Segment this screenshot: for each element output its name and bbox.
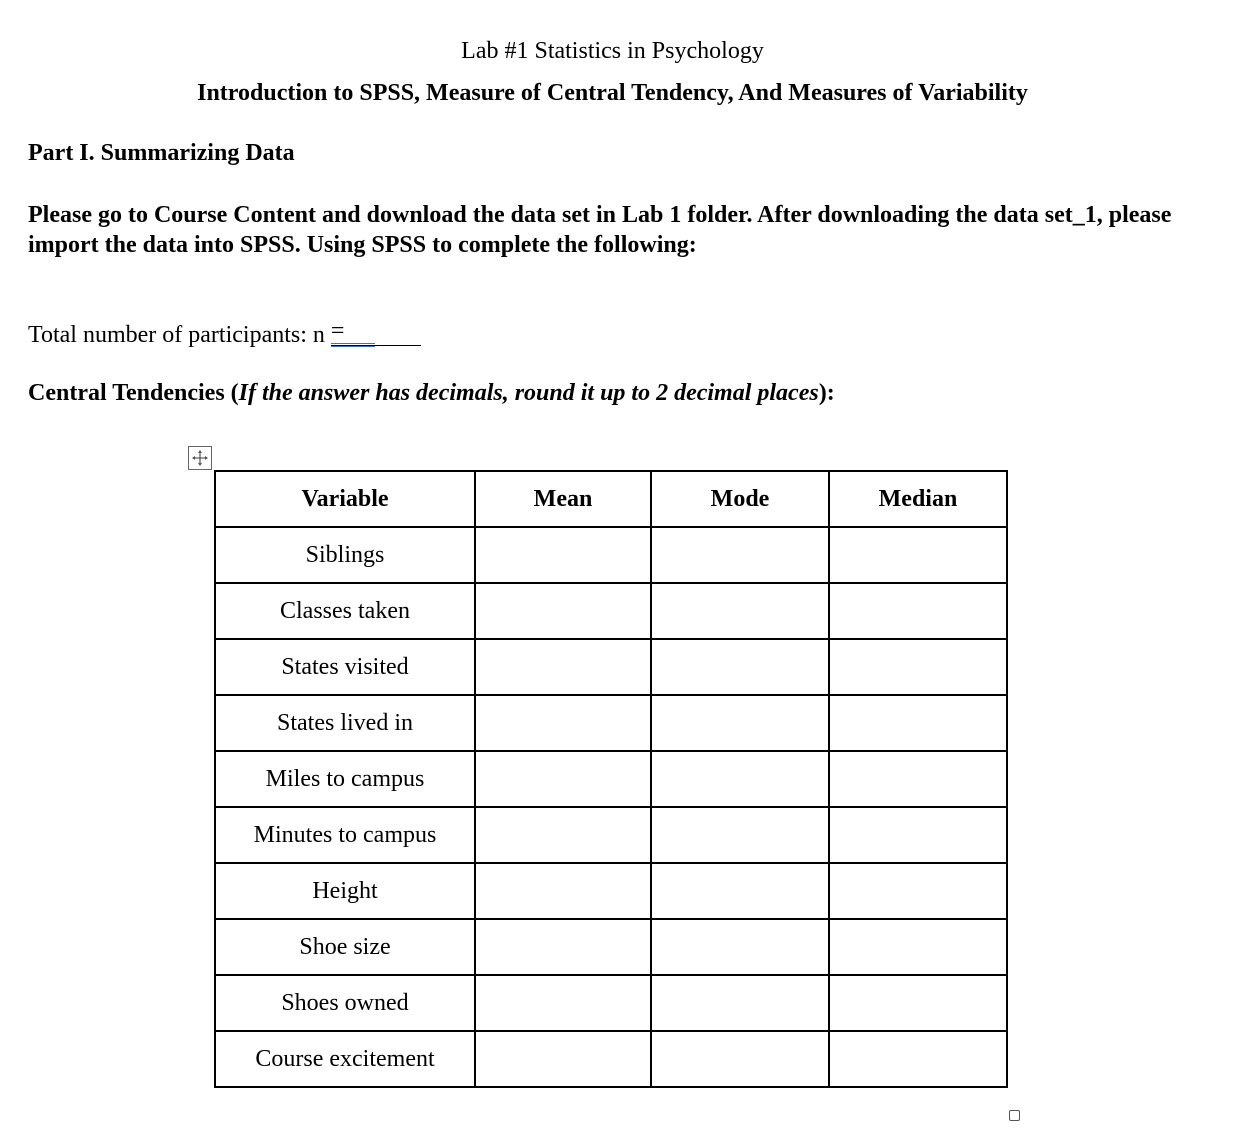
instructions-paragraph: Please go to Course Content and download the data set in Lab 1 folder. After downloading the data set_1, please import the data into SPSS. Using SPSS to complete the following:	[28, 202, 1172, 258]
resize-handle-icon[interactable]	[1009, 1110, 1020, 1121]
median-cell[interactable]	[829, 639, 1007, 695]
table-row	[215, 695, 1007, 751]
mode-cell[interactable]	[651, 919, 829, 975]
document-subtitle: Introduction to SPSS, Measure of Central Tendency, And Measures of Variability	[197, 80, 1028, 106]
participants-count-field[interactable]	[331, 320, 421, 342]
total-participants-label: Total number of participants: n	[28, 322, 325, 348]
lab-title: Lab #1 Statistics in Psychology	[461, 38, 764, 64]
table-row	[215, 639, 1007, 695]
variable-cell: Classes taken	[215, 583, 475, 639]
median-cell[interactable]	[829, 583, 1007, 639]
mode-cell[interactable]	[651, 863, 829, 919]
central-heading-end: ):	[818, 380, 835, 406]
table-header-row	[215, 471, 1007, 527]
median-cell[interactable]	[829, 975, 1007, 1031]
mode-cell[interactable]	[651, 527, 829, 583]
table-row	[215, 583, 1007, 639]
variable-cell: Siblings	[215, 527, 475, 583]
mean-cell[interactable]	[475, 863, 651, 919]
central-heading-start: Central Tendencies (	[28, 380, 239, 406]
mean-cell[interactable]	[475, 807, 651, 863]
field-underline	[331, 345, 421, 346]
mode-cell[interactable]	[651, 639, 829, 695]
table-row	[215, 863, 1007, 919]
mode-cell[interactable]	[651, 695, 829, 751]
mode-cell[interactable]	[651, 751, 829, 807]
table-row	[215, 751, 1007, 807]
mode-cell[interactable]	[651, 583, 829, 639]
move-icon-glyph	[191, 449, 209, 467]
central-tendencies-heading	[28, 380, 835, 407]
table-row	[215, 807, 1007, 863]
header-variable: Variable	[215, 471, 475, 527]
mean-cell[interactable]	[475, 583, 651, 639]
median-cell[interactable]	[829, 751, 1007, 807]
variable-cell: States lived in	[215, 695, 475, 751]
central-heading-note: If the answer has decimals, round it up to 2 decimal places	[238, 380, 819, 406]
variable-cell: Height	[215, 863, 475, 919]
header-mean: Mean	[475, 471, 651, 527]
median-cell[interactable]	[829, 695, 1007, 751]
mean-cell[interactable]	[475, 639, 651, 695]
variable-cell: Course excitement	[215, 1031, 475, 1087]
median-cell[interactable]	[829, 527, 1007, 583]
header-median: Median	[829, 471, 1007, 527]
move-icon[interactable]	[188, 446, 212, 470]
field-underline-blue	[331, 343, 375, 344]
table-row	[215, 975, 1007, 1031]
variable-cell: States visited	[215, 639, 475, 695]
mean-cell[interactable]	[475, 527, 651, 583]
variable-cell: Shoes owned	[215, 975, 475, 1031]
mean-cell[interactable]	[475, 751, 651, 807]
field-underline-blue-2	[331, 346, 375, 347]
table-row	[215, 527, 1007, 583]
total-participants-line	[28, 320, 421, 349]
table-row	[215, 919, 1007, 975]
equals-sign: =	[330, 318, 345, 344]
mean-cell[interactable]	[475, 975, 651, 1031]
variable-cell: Miles to campus	[215, 751, 475, 807]
median-cell[interactable]	[829, 807, 1007, 863]
part-heading: Part I. Summarizing Data	[28, 140, 295, 166]
mode-cell[interactable]	[651, 807, 829, 863]
mode-cell[interactable]	[651, 975, 829, 1031]
variable-cell: Minutes to campus	[215, 807, 475, 863]
median-cell[interactable]	[829, 863, 1007, 919]
central-tendency-table	[214, 470, 1008, 1088]
header-mode: Mode	[651, 471, 829, 527]
table-row	[215, 1031, 1007, 1087]
mode-cell[interactable]	[651, 1031, 829, 1087]
mean-cell[interactable]	[475, 919, 651, 975]
mean-cell[interactable]	[475, 1031, 651, 1087]
variable-cell: Shoe size	[215, 919, 475, 975]
median-cell[interactable]	[829, 1031, 1007, 1087]
mean-cell[interactable]	[475, 695, 651, 751]
median-cell[interactable]	[829, 919, 1007, 975]
